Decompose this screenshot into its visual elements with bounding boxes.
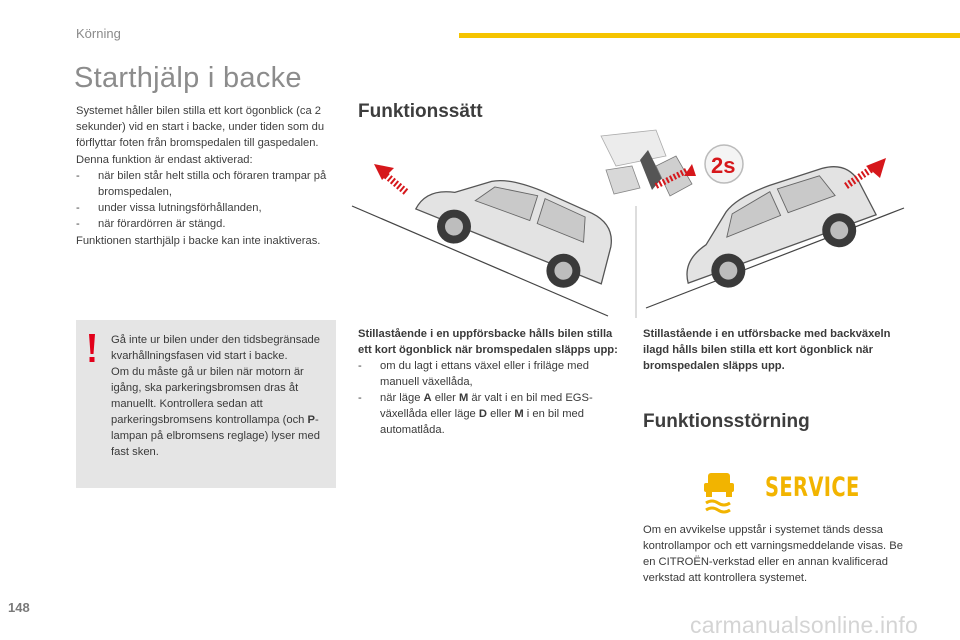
list-item: - när läge A eller M är valt i en bil med EGS-växellåda eller läge D eller M i en bil med automatlåda. — [358, 392, 593, 436]
page-number: 148 — [8, 600, 30, 615]
watermark: carmanualsonline.info — [690, 612, 918, 638]
intro-paragraph: Systemet håller bilen stilla ett kort ögonblick (ca 2 sekunder) vid en start i backe, under tiden som du förflyttar foten från bromspedalen till gaspedalen. — [76, 105, 325, 150]
direction-arrow-icon — [374, 164, 406, 192]
hill-start-illustration — [346, 126, 906, 326]
list-item: - under vissa lutningsförhållanden, — [76, 202, 262, 215]
list-item: - när bilen står helt stilla och föraren trampar på bromspedalen, — [76, 169, 327, 199]
downhill-caption: Stillastående i en utförsbacke med backväxeln ilagd hålls bilen stilla ett kort ögonblick när bromspedalen släpps upp. — [643, 328, 891, 372]
heading-funktionsstorning: Funktionsstörning — [643, 411, 810, 432]
skid-warning-icon — [704, 473, 734, 512]
fault-description: Om en avvikelse uppstår i systemet tänds dessa kontrollampor och ett varningsmeddelande visas. Be en CITROËN-verkstad eller en annan kvalificerad verkstad att kontrollera systemet. — [643, 524, 903, 584]
uphill-caption: Stillastående i en uppförsbacke hålls bilen stilla ett kort ögonblick när bromspedalen släpps upp: - om du lagt i ettans växel eller i friläge med manuell växellåda, - när läge A eller M är valt i en bil med EGS-växellåda eller läge D eller M i en bil med automatlåda. — [358, 326, 620, 438]
pedals-image — [601, 130, 696, 196]
section-label: Körning — [76, 26, 121, 41]
header-accent-bar — [459, 33, 960, 38]
heading-funktionssatt: Funktionssätt — [358, 101, 483, 122]
two-second-badge — [705, 145, 743, 183]
exclamation-icon — [87, 334, 97, 364]
car-uphill-image — [409, 150, 626, 302]
svg-text:2s: 2s — [711, 153, 736, 178]
warning-text: Gå inte ur bilen under den tidsbegränsade kvarhållningsfasen vid start i backe. Om du måste gå ur bilen när motorn är igång, ska parkeringsbromsen dras åt manuellt. Kontrollera sedan att parkeringsbromsens kontrollampa (och P-lampan på elbromsens reglage) lyser med fast sken. — [111, 334, 320, 458]
car-downhill-image — [666, 155, 882, 301]
service-lamp: SERVICE — [765, 472, 860, 503]
page-title: Starthjälp i backe — [74, 62, 302, 94]
list-item: - om du lagt i ettans växel eller i friläge med manuell växellåda, — [358, 360, 589, 388]
intro-text — [76, 103, 342, 249]
intro-condition-lead: Denna funktion är endast aktiverad: — [76, 153, 253, 166]
list-item: - när förardörren är stängd. — [76, 218, 226, 231]
warning-box — [76, 320, 336, 488]
intro-note: Funktionen starthjälp i backe kan inte inaktiveras. — [76, 234, 321, 247]
